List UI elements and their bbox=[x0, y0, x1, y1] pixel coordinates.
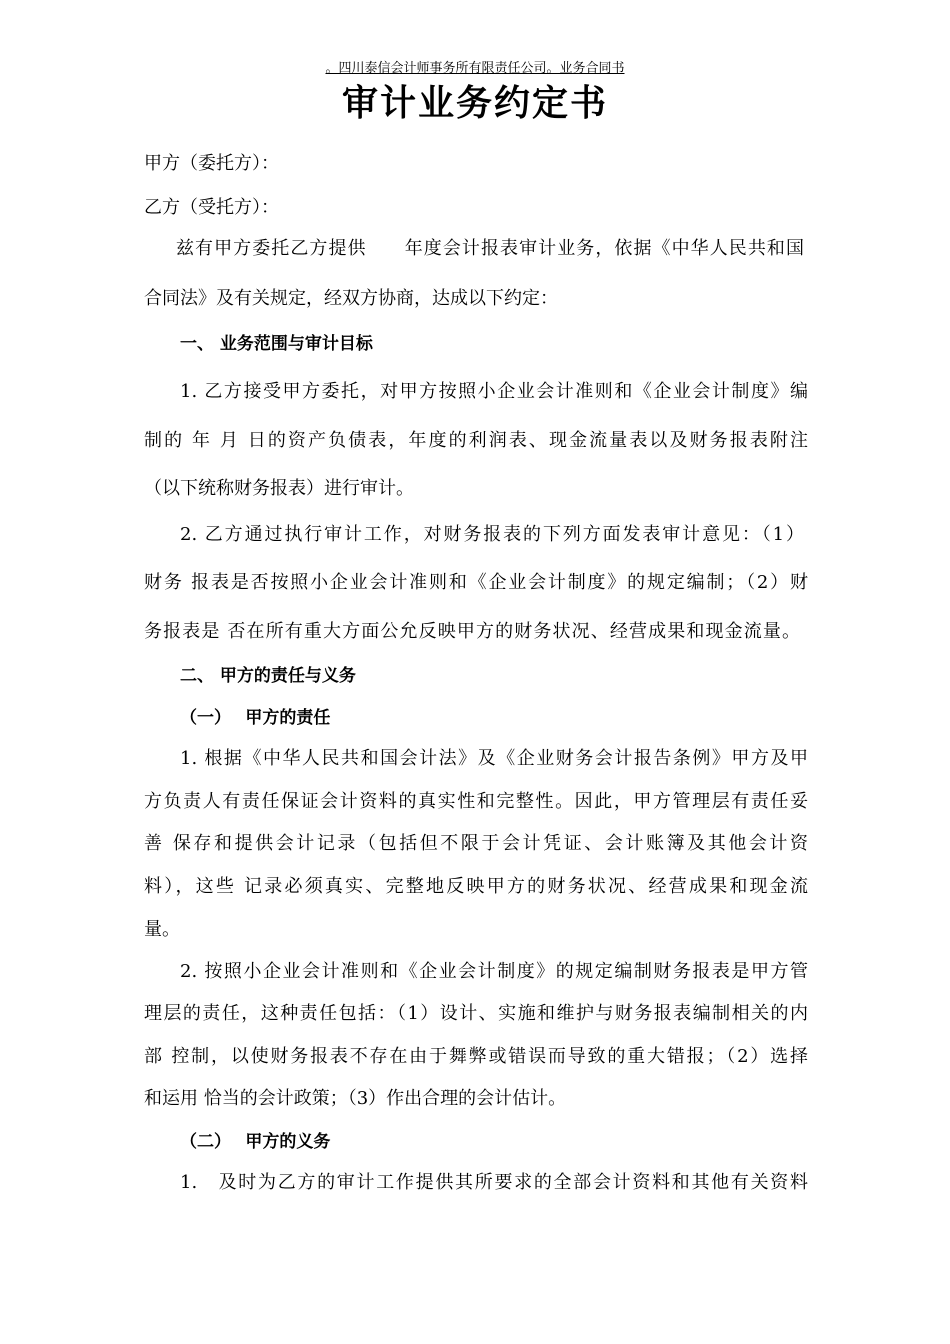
subsection-2-2-heading: （二） 甲方的义务 bbox=[180, 1132, 331, 1152]
document-title: 审计业务约定书 bbox=[341, 83, 608, 124]
clause-2-1-2-line-4: 和运用 恰当的会计政策；（3）作出合理的会计估计。 bbox=[144, 1088, 567, 1109]
clause-2-1-2-line-1: 2. 按照小企业会计准则和《企业会计制度》的规定编制财务报表是甲方管 bbox=[180, 961, 808, 982]
clause-2-1-1-line-4: 料），这些 记录必须真实、完整地反映甲方的财务状况、经营成果和现金流 bbox=[144, 876, 808, 897]
party-a-line: 甲方（委托方）： bbox=[144, 153, 279, 174]
document-header: 。四川泰信会计师事务所有限责任公司。业务合同书 bbox=[325, 61, 625, 76]
clause-2-1-1-line-2: 方负责人有责任保证会计资料的真实性和完整性。因此，甲方管理层有责任妥 bbox=[144, 791, 808, 812]
clause-1-1-line-2: 制的 年 月 日的资产负债表，年度的利润表、现金流量表以及财务报表附注 bbox=[144, 430, 808, 451]
party-b-line: 乙方（受托方）： bbox=[144, 197, 279, 218]
clause-1-2-line-3: 务报表是 否在所有重大方面公允反映甲方的财务状况、经营成果和现金流量。 bbox=[144, 621, 800, 642]
section-2-heading: 二、 甲方的责任与义务 bbox=[180, 666, 356, 686]
subsection-2-1-heading: （一） 甲方的责任 bbox=[180, 708, 331, 728]
clause-2-1-1-line-5: 量。 bbox=[144, 919, 180, 940]
clause-2-2-1-line-1: 1. 及时为乙方的审计工作提供其所要求的全部会计资料和其他有关资料 bbox=[180, 1172, 808, 1193]
clause-2-1-2-line-2: 理层的责任，这种责任包括：（1）设计、实施和维护与财务报表编制相关的内 bbox=[144, 1003, 808, 1024]
clause-2-1-1-line-3: 善 保存和提供会计记录（包括但不限于会计凭证、会计账簿及其他会计资 bbox=[144, 833, 808, 854]
clause-1-2-line-2: 财务 报表是否按照小企业会计准则和《企业会计制度》的规定编制；（2）财 bbox=[144, 572, 808, 593]
clause-1-1-line-1: 1. 乙方接受甲方委托，对甲方按照小企业会计准则和《企业会计制度》编 bbox=[180, 381, 808, 402]
clause-2-1-1-line-1: 1. 根据《中华人民共和国会计法》及《企业财务会计报告条例》甲方及甲 bbox=[180, 748, 808, 769]
clause-1-1-line-3: （以下统称财务报表）进行审计。 bbox=[144, 478, 414, 499]
section-1-heading: 一、 业务范围与审计目标 bbox=[180, 334, 373, 354]
intro-paragraph-line-2: 合同法》及有关规定，经双方协商，达成以下约定： bbox=[144, 288, 558, 309]
clause-2-1-2-line-3: 部 控制，以使财务报表不存在由于舞弊或错误而导致的重大错报；（2）选择 bbox=[144, 1046, 808, 1067]
clause-1-2-line-1: 2. 乙方通过执行审计工作，对财务报表的下列方面发表审计意见：（1） bbox=[180, 524, 804, 545]
intro-paragraph-line-1: 兹有甲方委托乙方提供 年度会计报表审计业务，依据《中华人民共和国 bbox=[176, 238, 804, 259]
